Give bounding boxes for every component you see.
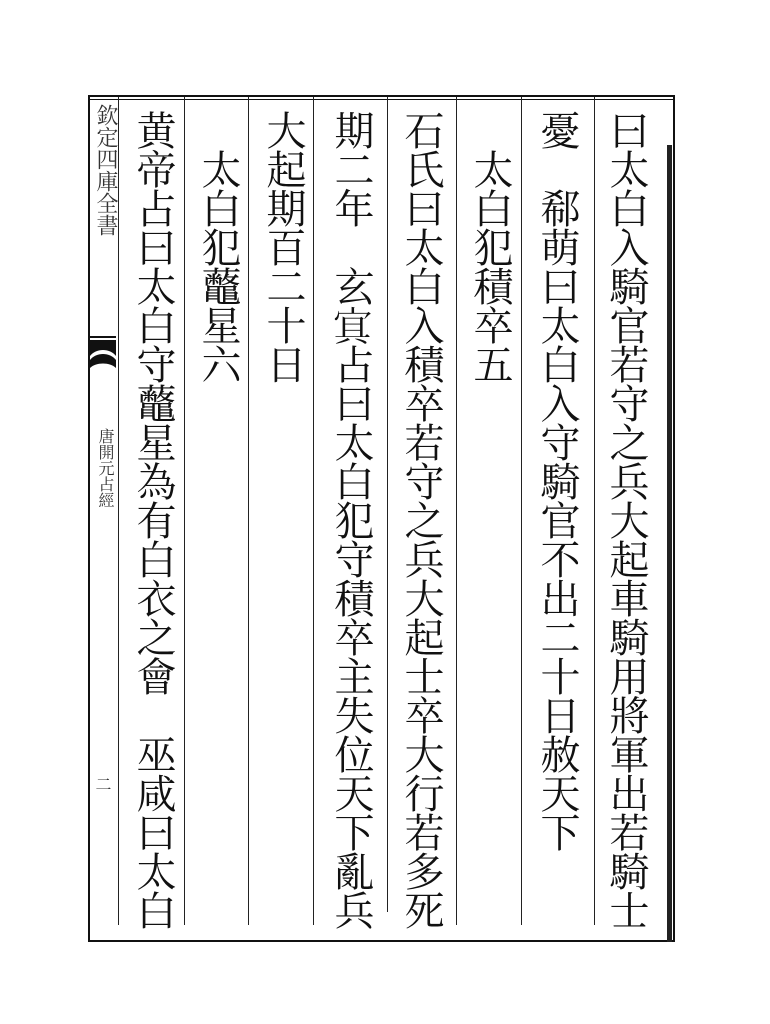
text-column-2: 憂 郗萌曰太白入守騎官不出二十日赦天下 <box>534 110 580 851</box>
heading-column-7: 太白犯虌星六 <box>195 110 241 383</box>
column-divider <box>184 97 185 925</box>
column-divider <box>594 97 595 925</box>
column-divider <box>118 97 119 925</box>
page-number: 二 <box>93 776 112 792</box>
text-column-5: 期二年 玄𡨋占曰太白犯守積卒主失位天下亂兵 <box>328 110 374 929</box>
text-column-4: 石氏曰太白入積卒若守之兵大起士卒大行若多死 <box>398 110 444 929</box>
column-divider <box>456 97 457 925</box>
heading-column-3: 太白犯積卒五 <box>467 110 513 383</box>
column-divider <box>248 97 249 925</box>
book-title: 唐開元占經 <box>96 428 115 508</box>
frame-inner-top-rule <box>88 99 675 100</box>
text-column-8: 黄帝占曰太白守虌星為有白衣之會 巫咸曰太白 <box>130 110 176 929</box>
column-divider <box>387 97 388 912</box>
column-divider <box>313 97 314 925</box>
text-column-1: 曰太白入騎官若守之兵大起車騎用將軍出若騎士 <box>603 110 649 929</box>
fish-tail-mark-icon <box>90 338 116 374</box>
column-divider <box>521 97 522 925</box>
text-column-6: 大起期百二十日 <box>260 110 306 383</box>
frame-right-shadow <box>667 145 672 942</box>
collection-title: 欽定四庫全書 <box>93 104 118 236</box>
